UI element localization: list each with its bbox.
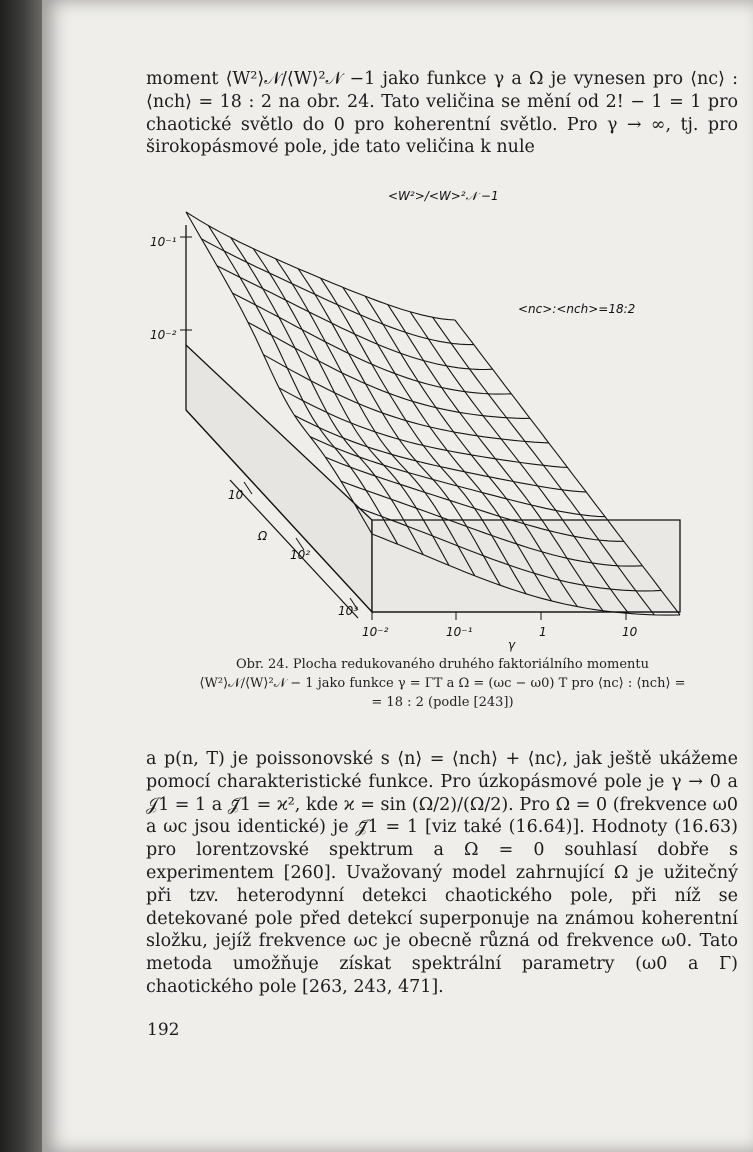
page-number: 192 — [147, 1020, 180, 1040]
bottom-paragraph — [146, 748, 738, 999]
gamma-tick-label-4: 10 — [622, 625, 638, 639]
caption-line-1: Obr. 24. Plocha redukovaného druhého faktoriálního momentu — [236, 657, 649, 672]
omega-tick-1 — [244, 482, 252, 494]
ratio-label: <nc>:<nch>=18:2 — [518, 302, 636, 316]
mesh-line — [295, 415, 587, 492]
gamma-tick-label-1: 10⁻² — [362, 625, 389, 639]
omega-axis-label: Ω — [258, 529, 268, 543]
block-left-face — [186, 345, 372, 612]
caption-line-3: = 18 : 2 (podle [243]) — [371, 695, 514, 710]
gamma-axis-label: γ — [508, 638, 516, 652]
caption-line-2: ⟨W²⟩𝒩/⟨W⟩²𝒩 − 1 jako funkce γ = ΓT a Ω = (ωc − ω0) T pro ⟨nc⟩ : ⟨nch⟩ = — [199, 676, 686, 691]
z-axis-label: <W²>/<W>²𝒩 −1 — [388, 189, 499, 203]
gamma-tick-label-2: 10⁻¹ — [446, 625, 473, 639]
figure-caption — [150, 655, 735, 712]
omega-tick-label-2: 10² — [290, 548, 311, 562]
gamma-tick-label-3: 1 — [539, 625, 547, 639]
z-tick-label-2: 10⁻² — [150, 328, 177, 342]
z-tick-label-1: 10⁻¹ — [150, 235, 177, 249]
mesh-line — [279, 388, 568, 468]
bottom-paragraph-text: a p(n, T) je poissonovské s ⟨n⟩ = ⟨nch⟩ + ⟨nc⟩, jak ještě ukážeme pomocí charakteristické funkce. Pro úzkopásmové pole je γ → 0 a 𝒥1 = 1 a 𝒥̄1 = ϰ², kde ϰ = sin (Ω/2)/(Ω/2). Pro Ω = 0 (frekvence ω0 a ωc jsou identické) je 𝒥̄1 = 1 [viz také (16.64)]. Hodnoty (16.63) pro lorentzovské spektrum a Ω = 0 souhlasí dobře s experimentem [260]. Uvažovaný model zahrnující Ω je užitečný při tzv. heterodynní detekci chaotického pole, při níž se detekované pole před detekcí superponuje na známou koherentní složku, jejíž frekvence ωc je obecně různá od frekvence ω0. Tato metoda umožňuje získat spektrální parametry (ω0 a Γ) chaotického pole [263, 243, 471]. — [146, 749, 738, 997]
top-paragraph-text: moment ⟨W²⟩𝒩/⟨W⟩²𝒩 −1 jako funkce γ a Ω je vynesen pro ⟨nc⟩ : ⟨nch⟩ = 18 : 2 na obr. 24. Tato veličina se mění od 2! − 1 = 1 pro chaotické světlo do 0 pro koherentní světlo. Pro γ → ∞, tj. pro širokopásmové pole, jde tato veličina k nule — [146, 69, 738, 158]
omega-tick-label-1: 10 — [228, 488, 244, 502]
omega-tick-label-3: 10³ — [338, 604, 359, 618]
